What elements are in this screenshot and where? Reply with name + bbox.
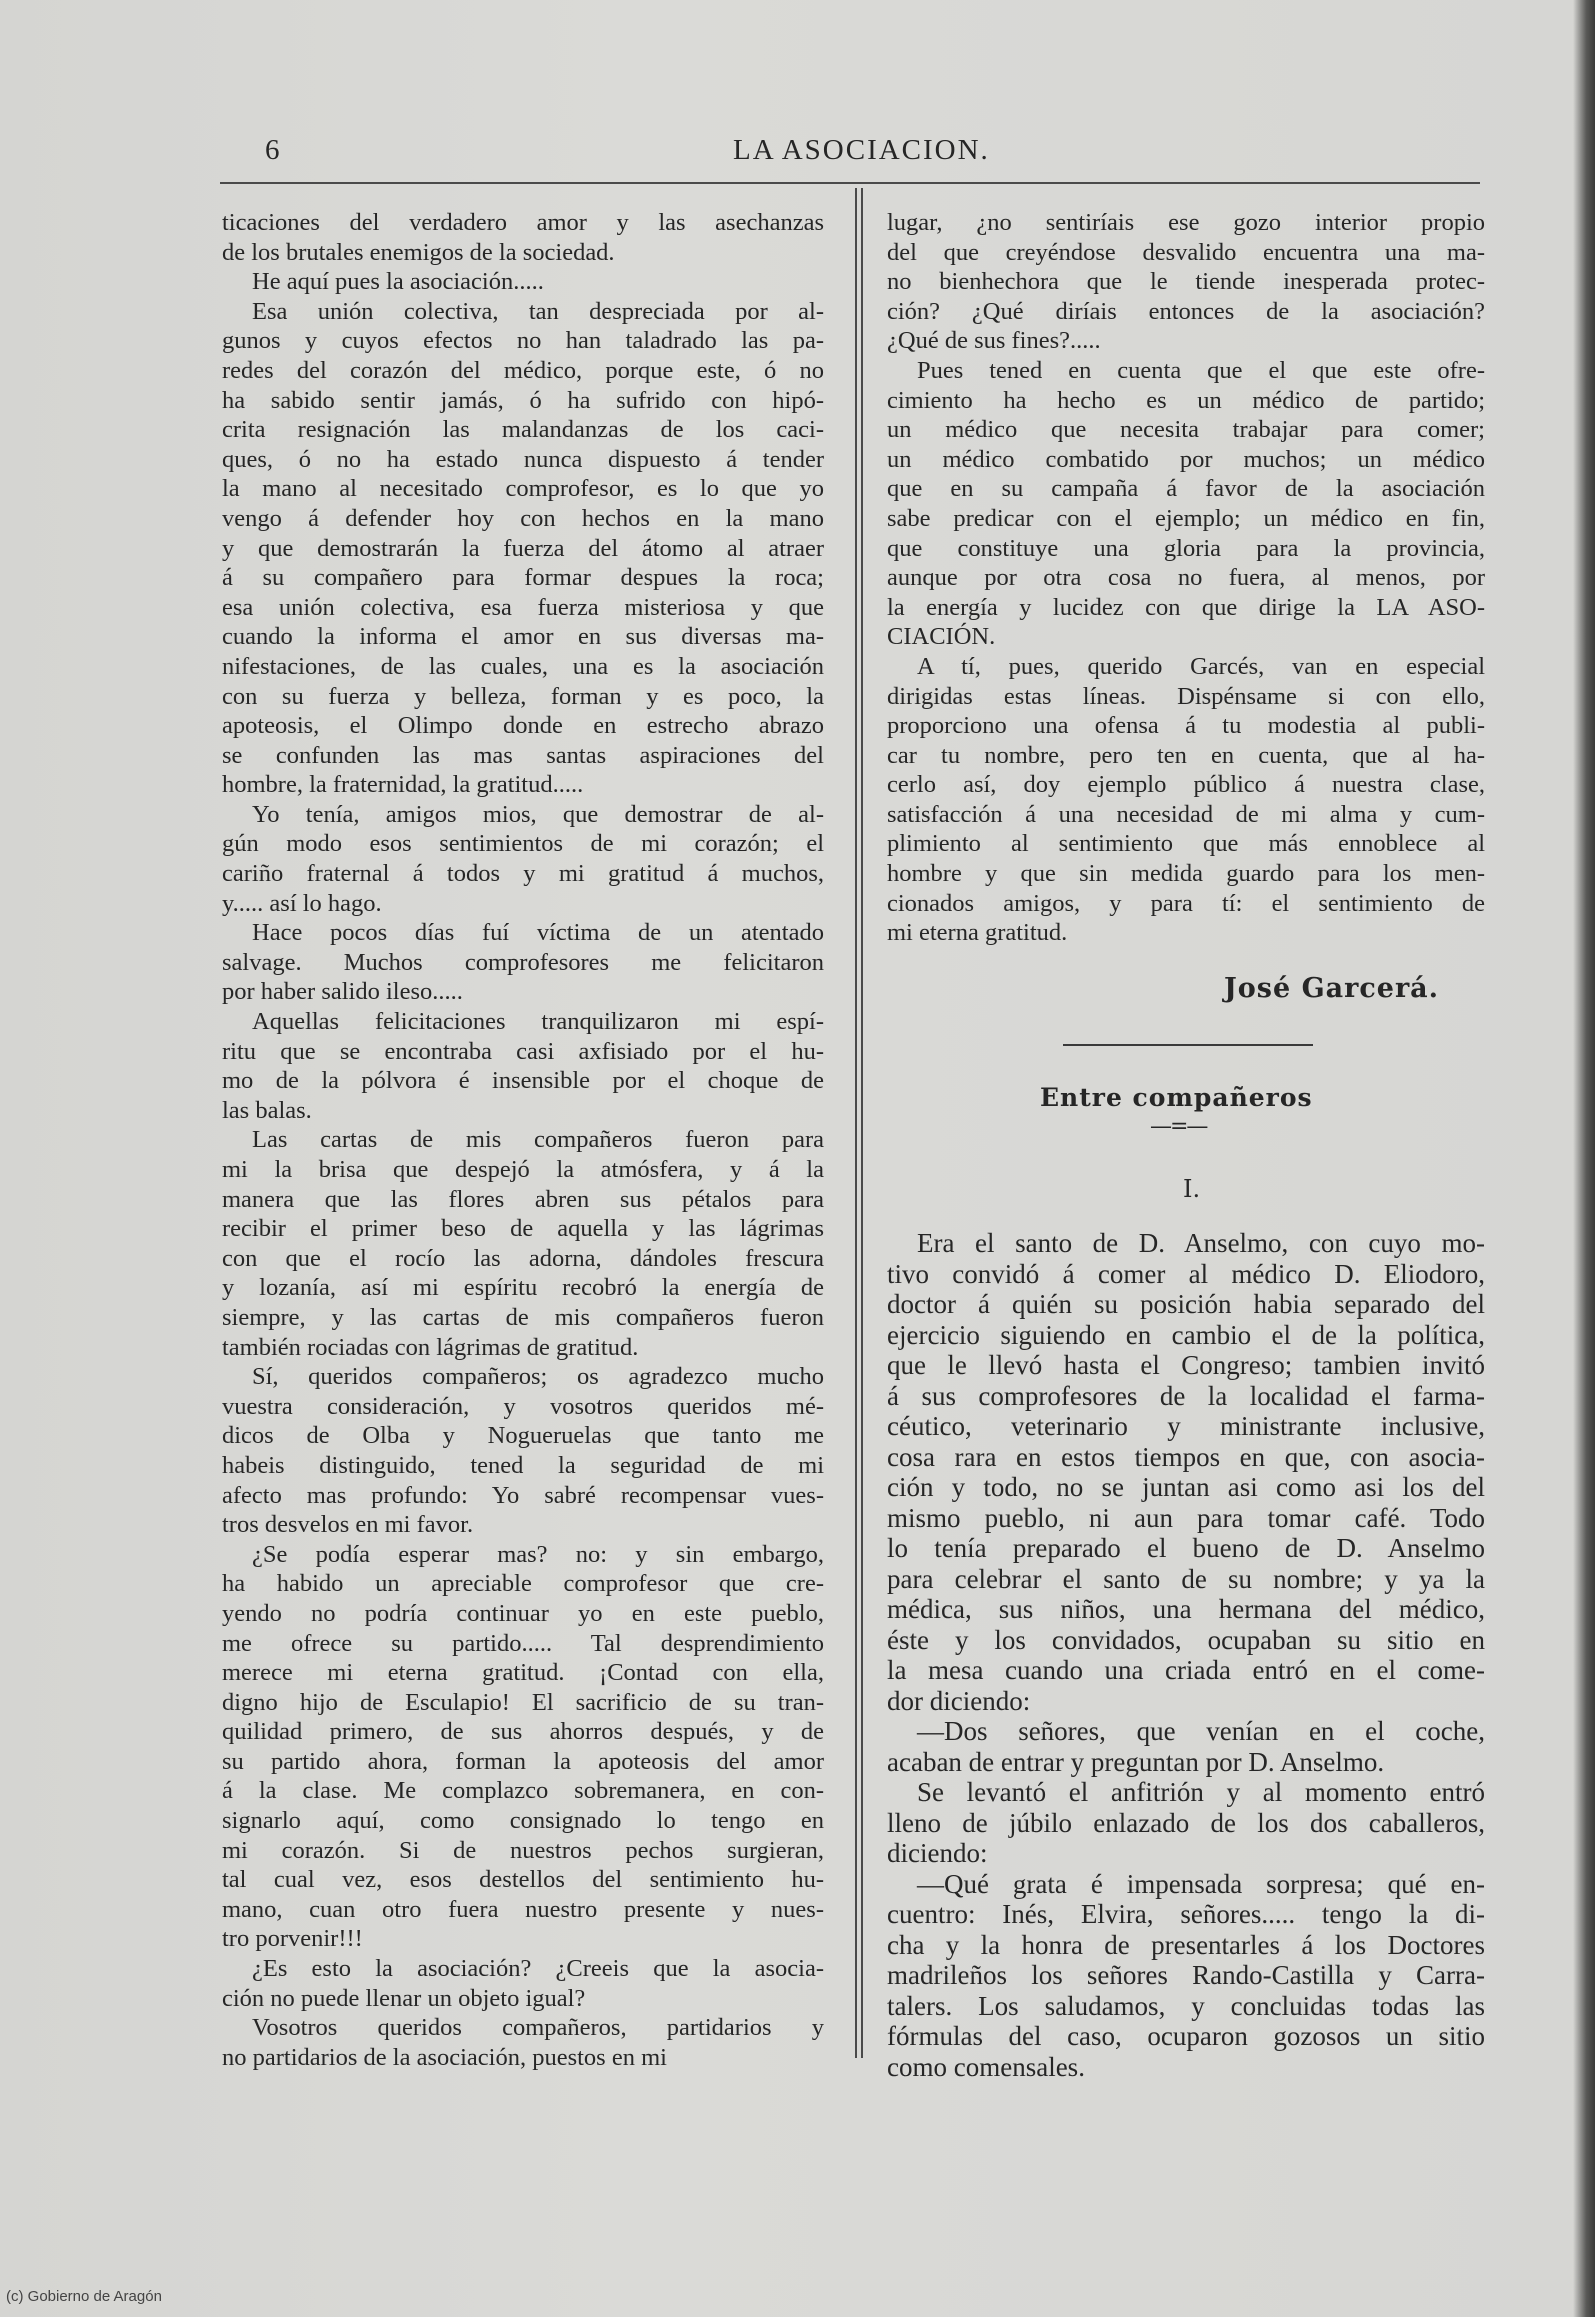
title-ornament: —=— [1150, 1114, 1207, 1139]
page-edge-shadow [1573, 0, 1595, 2317]
text-line: vuestra consideración, y vosotros queridos mé- [222, 1392, 824, 1420]
text-line: Hace pocos días fuí víctima de un atentado [252, 919, 824, 947]
text-line: car tu nombre, pero ten en cuenta, que al ha- [887, 741, 1485, 769]
text-line: salvage. Muchos comprofesores me felicitaron [222, 948, 824, 976]
text-line: me ofrece su partido..... Tal desprendimiento [222, 1629, 824, 1657]
text-line: y..... así lo hago. [222, 889, 382, 917]
text-line: habeis distinguido, tened la seguridad de mi [222, 1451, 824, 1479]
text-line: CIACIÓN. [887, 623, 996, 651]
chapter-number: I. [1183, 1175, 1201, 1203]
text-line: mismo pueblo, ni aun para tomar café. Todo [887, 1502, 1485, 1533]
page-header [255, 130, 1480, 170]
text-line: á la clase. Me complazco sobremanera, en con- [222, 1777, 824, 1805]
text-line: ha habido un apreciable comprofesor que cre- [222, 1570, 824, 1598]
text-line: madrileños los señores Rando-Castilla y Carra- [887, 1960, 1485, 1990]
text-line: A tí, pues, querido Garcés, van en especial [917, 652, 1485, 680]
text-line: diciendo: [887, 1838, 988, 1868]
text-line: nifestaciones, de las cuales, una es la asociación [222, 652, 824, 680]
text-line: ción? ¿Qué diríais entonces de la asociación? [887, 297, 1485, 325]
text-line: de los brutales enemigos de la sociedad. [222, 238, 615, 266]
text-line: gún modo esos sentimientos de mi corazón; el [222, 830, 824, 858]
text-line: yendo no podría continuar yo en este pueblo, [222, 1599, 824, 1627]
right-column-top [887, 208, 1485, 948]
text-line: digno hijo de Esculapio! El sacrificio de su tran- [222, 1688, 824, 1716]
left-column [222, 208, 824, 2072]
text-line: mano, cuan otro fuera nuestro presente y nues- [222, 1895, 824, 1923]
text-line: y lozanía, así mi espíritu recobró la energía de [222, 1274, 824, 1302]
author-signature: José Garcerá. [1224, 973, 1440, 1004]
text-line: Vosotros queridos compañeros, partidarios y [252, 2014, 824, 2042]
text-line: para celebrar el santo de su nombre; y ya la [887, 1563, 1485, 1594]
text-line: sabe predicar con el ejemplo; un médico en fin, [887, 504, 1485, 532]
text-line: dicos de Olba y Nogueruelas que tanto me [222, 1422, 824, 1450]
text-line: ción no puede llenar un objeto igual? [222, 1984, 586, 2012]
text-line: —Qué grata é impensada sorpresa; qué en- [917, 1868, 1485, 1899]
text-line: mi la brisa que despejó la atmósfera, y á la [222, 1156, 824, 1183]
column-divider-right [861, 188, 863, 2058]
page-number: 6 [265, 134, 282, 166]
text-line: vengo á defender hoy con hechos en la mano [222, 504, 824, 532]
text-line: redes del corazón del médico, porque este, ó no [222, 356, 824, 384]
text-line: recibir el primer beso de aquella y las lágrimas [222, 1215, 824, 1243]
text-line: Se levantó el anfitrión y al momento entró [917, 1777, 1485, 1807]
text-line: cuentro: Inés, Elvira, señores..... tengo la di- [887, 1899, 1485, 1929]
text-line: también rociadas con lágrimas de gratitud. [222, 1333, 639, 1361]
text-line: ¿Qué de sus fines?..... [887, 327, 1101, 355]
text-line: con su fuerza y belleza, forman y es poco, la [222, 682, 824, 710]
text-line: Yo tenía, amigos mios, que demostrar de al- [252, 800, 824, 828]
text-line: tros desvelos en mi favor. [222, 1511, 474, 1539]
text-line: cha y la honra de presentarles á los Doctores [887, 1929, 1485, 1960]
text-line: tal cual vez, esos destellos del sentimiento hu- [222, 1866, 824, 1894]
text-line: satisfacción á una necesidad de mi alma y cum- [887, 800, 1485, 828]
text-line: las balas. [222, 1096, 312, 1124]
text-line: cerlo así, doy ejemplo público á nuestra clase, [887, 771, 1485, 799]
text-line: á su compañero para formar despues la roca; [222, 564, 824, 592]
text-line: no partidarios de la asociación, puestos en mi [222, 2043, 667, 2071]
text-line: céutico, veterinario y ministrante inclusive, [887, 1411, 1485, 1441]
text-line: éste y los convidados, ocupaban su sitio en [887, 1624, 1485, 1655]
text-line: cariño fraternal á todos y mi gratitud á muchos, [222, 860, 824, 888]
text-line: aunque por otra cosa no fuera, al menos, por [887, 564, 1485, 592]
text-line: lugar, ¿no sentiríais ese gozo interior propio [887, 209, 1485, 236]
text-line: su partido ahora, forman la apoteosis del amor [222, 1747, 824, 1775]
text-line: tivo convidó á comer al médico D. Eliodoro, [887, 1258, 1485, 1289]
text-line: cionados amigos, y para tí: el sentimiento de [887, 889, 1485, 917]
header-rule [220, 182, 1480, 184]
section-title: Entre compañeros [1040, 1083, 1313, 1112]
text-line: un médico combatido por muchos; un médico [887, 445, 1485, 473]
right-column-bottom [887, 1228, 1485, 2082]
text-line: y que demostrarán la fuerza del átomo al atraer [222, 534, 824, 562]
text-line: plimiento al sentimiento que más ennoblece al [887, 830, 1485, 858]
text-line: quilidad primero, de sus ahorros después, y de [222, 1718, 824, 1746]
text-line: signarlo aquí, como consignado lo tengo en [222, 1807, 824, 1835]
text-line: del que creyéndose desvalido encuentra una ma- [887, 238, 1485, 266]
section-divider [1063, 1044, 1313, 1046]
text-line: ejercicio siguiendo en cambio el de la política, [887, 1319, 1485, 1350]
text-line: ¿Es esto la asociación? ¿Creeis que la asocia- [252, 1955, 824, 1983]
text-line: mo de la pólvora é insensible por el choque de [222, 1067, 824, 1095]
text-line: siempre, y las cartas de mis compañeros fueron [222, 1303, 824, 1331]
text-line: fórmulas del caso, ocuparon gozosos un sitio [887, 2021, 1485, 2051]
text-line: lleno de júbilo enlazado de los dos caballeros, [887, 1807, 1485, 1838]
text-line: —Dos señores, que venían en el coche, [917, 1716, 1485, 1746]
text-line: la energía y lucidez con que dirige la LA ASO- [887, 593, 1485, 621]
text-line: He aquí pues la asociación..... [252, 268, 544, 296]
text-line: como comensales. [887, 2051, 1085, 2082]
text-line: esa unión colectiva, esa fuerza misteriosa y que [222, 593, 824, 621]
text-line: doctor á quién su posición habia separado del [887, 1289, 1485, 1319]
text-line: ¿Se podía esperar mas? no: y sin embargo, [252, 1540, 824, 1568]
text-line: cuando la informa el amor en sus diversas ma- [222, 623, 824, 651]
text-line: proporciono una ofensa á tu modestia al publi- [887, 712, 1485, 740]
text-line: Sí, queridos compañeros; os agradezco mucho [252, 1363, 824, 1391]
text-line: Las cartas de mis compañeros fueron para [252, 1126, 824, 1154]
text-line: ques, ó no ha estado nunca dispuesto á tender [222, 445, 824, 473]
text-line: mi eterna gratitud. [887, 919, 1068, 947]
text-line: hombre y que sin medida guardo para los men- [887, 860, 1485, 888]
text-line: ritu que se encontraba casi axfisiado por el hu- [222, 1037, 824, 1065]
copyright-credit: (c) Gobierno de Aragón [6, 2288, 162, 2305]
text-line: gunos y cuyos efectos no han taladrado las pa- [222, 327, 824, 355]
journal-title: LA ASOCIACION. [733, 134, 990, 166]
text-line: afecto mas profundo: Yo sabré recompensar vues- [222, 1481, 824, 1509]
text-line: mi corazón. Si de nuestros pechos surgieran, [222, 1836, 824, 1864]
text-line: no bienhechora que le tiende inesperada protec- [887, 268, 1485, 296]
text-line: acaban de entrar y preguntan por D. Anselmo. [887, 1746, 1385, 1777]
text-line: ción y todo, no se juntan asi como asi los del [887, 1472, 1485, 1502]
text-line: á sus comprofesores de la localidad el farma- [887, 1380, 1485, 1411]
text-line: dirigidas estas líneas. Dispénsame si con ello, [887, 682, 1485, 710]
text-line: Aquellas felicitaciones tranquilizaron mi espí- [252, 1008, 824, 1036]
text-line: lo tenía preparado el bueno de D. Anselmo [887, 1533, 1485, 1563]
text-line: apoteosis, el Olimpo donde en estrecho abrazo [222, 712, 824, 740]
text-line: médica, sus niños, una hermana del médico, [887, 1594, 1485, 1624]
text-line: talers. Los saludamos, y concluidas todas las [887, 1990, 1485, 2021]
text-line: ticaciones del verdadero amor y las asechanzas [222, 209, 824, 236]
text-line: merece mi eterna gratitud. ¡Contad con ella, [222, 1659, 824, 1687]
text-line: manera que las flores abren sus pétalos para [222, 1185, 824, 1213]
text-line: por haber salido ileso..... [222, 978, 463, 1006]
text-line: cosa rara en estos tiempos en que, con asocia- [887, 1441, 1485, 1472]
text-line: que constituye una gloria para la provincia, [887, 534, 1485, 562]
text-line: crita resignación las malandanzas de los caci- [222, 416, 824, 444]
text-line: que le llevó hasta el Congreso; tambien invitó [887, 1350, 1485, 1380]
text-line: la mano al necesitado comprofesor, es lo que yo [222, 475, 824, 503]
text-line: hombre, la fraternidad, la gratitud..... [222, 771, 584, 799]
text-line: Pues tened en cuenta que el que este ofre- [917, 356, 1485, 384]
text-line: la mesa cuando una criada entró en el come- [887, 1655, 1485, 1685]
text-line: ha sabido sentir jamás, ó ha sufrido con hipó- [222, 386, 824, 414]
text-line: dor diciendo: [887, 1685, 1031, 1716]
text-line: un médico que necesita trabajar para comer; [887, 416, 1485, 444]
text-line: que en su campaña á favor de la asociación [887, 475, 1485, 503]
column-divider-left [855, 188, 857, 2058]
text-line: Era el santo de D. Anselmo, con cuyo mo- [917, 1228, 1485, 1258]
text-line: Esa unión colectiva, tan despreciada por al- [252, 297, 824, 325]
text-line: cimiento ha hecho es un médico de partido; [887, 386, 1485, 414]
text-line: con que el rocío las adorna, dándoles frescura [222, 1244, 824, 1272]
text-line: tro porvenir!!! [222, 1925, 363, 1953]
text-line: se confunden las mas santas aspiraciones del [222, 741, 824, 769]
